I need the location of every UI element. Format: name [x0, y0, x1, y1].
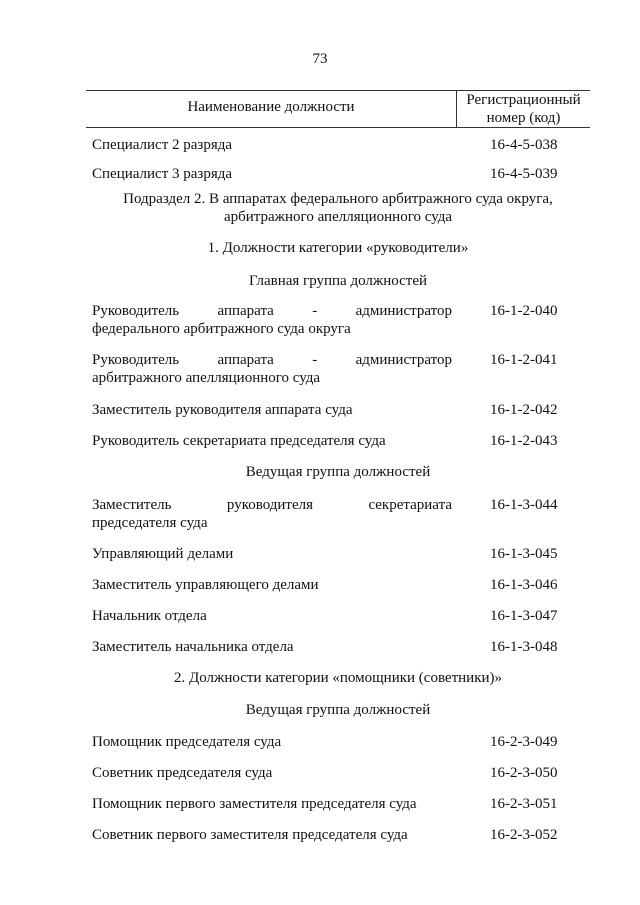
position-name-word: Руководитель — [92, 352, 180, 368]
category-heading: 1. Должности категории «руководители» — [207, 240, 469, 256]
group-heading: Главная группа должностей — [248, 273, 428, 289]
table-header-bottom-rule — [86, 127, 590, 128]
position-name-word: руководителя — [226, 497, 314, 513]
position-name: Специалист 2 разряда — [92, 137, 233, 153]
position-name: Заместитель управляющего делами — [92, 577, 319, 593]
position-code: 16-1-2-042 — [490, 402, 558, 418]
position-name: Заместитель начальника отдела — [92, 639, 294, 655]
group-heading: Ведущая группа должностей — [245, 702, 431, 718]
position-name — [92, 351, 452, 387]
subsection-heading-line2: арбитражного апелляционного суда — [223, 209, 453, 225]
position-name-word: администратор — [355, 303, 452, 319]
subsection-heading-line1: Подраздел 2. В аппаратах федерального арбитражного суда округа, — [123, 191, 553, 207]
position-code: 16-2-3-050 — [490, 765, 558, 781]
position-name-word: Заместитель — [92, 497, 172, 513]
position-code: 16-2-3-049 — [490, 734, 558, 750]
page-number: 73 — [312, 51, 328, 67]
position-name: Заместитель руководителя аппарата суда — [92, 402, 353, 418]
position-code: 16-1-2-043 — [490, 433, 558, 449]
position-name-line2: председателя суда — [92, 515, 208, 531]
code-column-header-line2: номер (код) — [486, 110, 561, 126]
position-name: Руководитель секретариата председателя суда — [92, 433, 386, 449]
position-name: Управляющий делами — [92, 546, 234, 562]
position-code: 16-4-5-038 — [490, 137, 558, 153]
position-name: Специалист 3 разряда — [92, 166, 233, 182]
position-code: 16-1-3-048 — [490, 639, 558, 655]
position-code: 16-1-3-046 — [490, 577, 558, 593]
position-name-word: аппарата — [217, 352, 274, 368]
code-column-header — [457, 91, 590, 127]
category-heading: 2. Должности категории «помощники (советники)» — [173, 670, 503, 686]
position-name-line2: арбитражного апелляционного суда — [92, 370, 321, 386]
position-code: 16-4-5-039 — [490, 166, 558, 182]
position-name-line2: федерального арбитражного суда округа — [92, 321, 351, 337]
position-name-word: Руководитель — [92, 303, 180, 319]
position-code: 16-2-3-052 — [490, 827, 558, 843]
position-name: Помощник первого заместителя председателя суда — [92, 796, 417, 812]
position-code: 16-1-2-041 — [490, 352, 558, 368]
position-name-word: - — [312, 303, 318, 319]
position-code: 16-1-3-045 — [490, 546, 558, 562]
code-column-header-line1: Регистрационный — [466, 92, 581, 108]
name-column-header: Наименование должности — [187, 99, 355, 115]
position-name: Советник первого заместителя председателя суда — [92, 827, 408, 843]
position-code: 16-1-3-044 — [490, 497, 558, 513]
position-name-word: администратор — [355, 352, 452, 368]
position-code: 16-1-2-040 — [490, 303, 558, 319]
position-name — [92, 302, 452, 338]
position-name-word: - — [312, 352, 318, 368]
position-name: Начальник отдела — [92, 608, 207, 624]
position-name: Советник председателя суда — [92, 765, 273, 781]
position-name-word: аппарата — [217, 303, 274, 319]
position-name — [92, 496, 452, 532]
subsection-heading — [86, 190, 590, 226]
position-code: 16-2-3-051 — [490, 796, 558, 812]
position-name-word: секретариата — [368, 497, 452, 513]
position-code: 16-1-3-047 — [490, 608, 558, 624]
position-name: Помощник председателя суда — [92, 734, 282, 750]
group-heading: Ведущая группа должностей — [245, 464, 431, 480]
